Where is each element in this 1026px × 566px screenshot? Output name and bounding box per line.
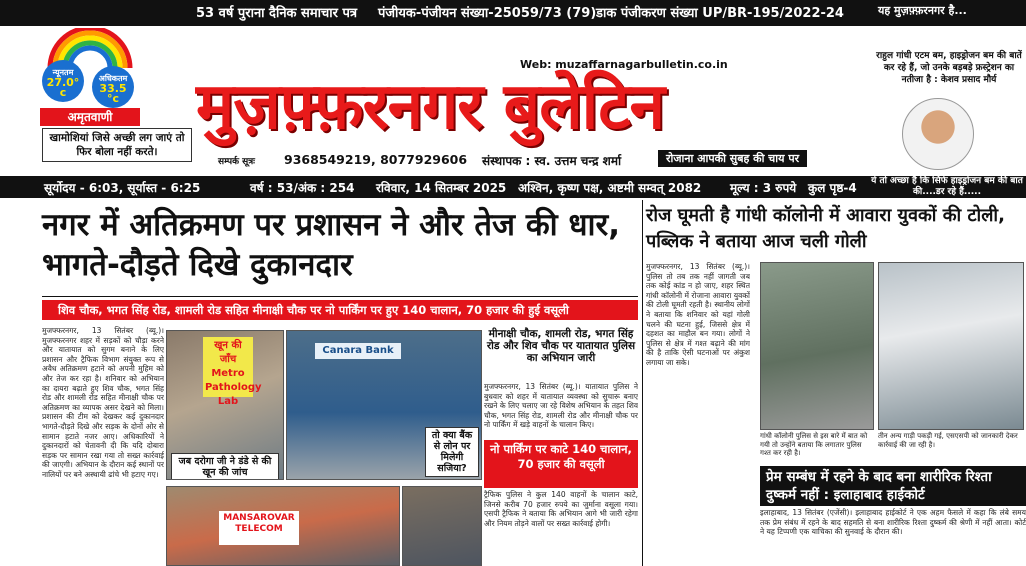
min-temp-label: न्यूनतम bbox=[52, 68, 74, 77]
main-subhead: शिव चौक, भगत सिंह रोड, शामली रोड सहित मीनाक्षी चौक पर नो पार्किंग पर हुए 140 चालान, 70 हजार की हुई वसूली bbox=[42, 300, 638, 320]
headline-divider bbox=[42, 296, 638, 297]
registration-text: पंजीयक-पंजीयन संख्या-25059/73 (79) bbox=[378, 6, 597, 21]
price-text: मूल्य : 3 रुपये bbox=[730, 181, 797, 195]
max-temp-badge bbox=[92, 66, 134, 108]
bank-sign: Canara Bank bbox=[315, 343, 401, 359]
bank-photo-caption: तो क्या बैंक से लोन पर मिलेगी सजिया? bbox=[425, 427, 479, 477]
page-count: कुल पृष्ठ-4 bbox=[808, 181, 857, 195]
quote-footer: ये तो अच्छा है कि सिर्फ हाइड्रोजन बम की बात की....डर रहे हैं..... bbox=[868, 176, 1026, 198]
side-story-body-continued: ट्रैफिक पुलिस ने कुल 140 वाहनों के चालान काटे, जिनसे करीब 70 हजार रुपये का जुर्माना वसूला गया। एसपी ट्रैफिक ने बताया कि अभियान आगे भी जारी रहेगा और नियम तोड़ने वालों पर सख्त कार्रवाई होगी। bbox=[484, 490, 638, 528]
car-photo-caption: तीन अन्य गाड़ी पकड़ी गई, एसएसपी को जानकारी देकर कार्रवाई की जा रही है। bbox=[878, 432, 1018, 449]
phone-label: सम्पर्क सूत्रः bbox=[218, 157, 255, 167]
lab-photo-caption: जब दरोगा जी ने डंडे से की खून की जांच bbox=[171, 453, 279, 480]
right-headline: रोज घूमती है गांधी कॉलोनी में आवारा युवकों की टोली, पब्लिक ने बताया आज चली गोली bbox=[646, 205, 1005, 252]
quote-panel bbox=[868, 26, 1026, 176]
right-story-body: मुजफ्फरनगर, 13 सितंबर (ब्यू.)। पुलिस तो तब तक नहीं जागती जब तक कोई कांड न हो जाए, शहर स्थित गांधी कॉलोनी में रोजाना आवारा युवकों की टोली घूमती रहती है। स्थानीय लोगों ने बताया कि शनिवार को यहां गोली चलने की घटना हुई, जिससे क्षेत्र में दहशत का माहौल बन गया। लोगों ने पुलिस से क्षेत्र में गश्त बढ़ाने की मांग की है ताकि ऐसी घटनाओं पर अंकुश लगाया जा सके। bbox=[646, 262, 750, 367]
side-story-body: मुजफ्फरनगर, 13 सितंबर (ब्यू.)। यातायात पुलिस ने बुधवार को शहर में यातायात व्यवस्था को सुचारू बनाए रखने के लिए चलाए जा रहे विशेष अभियान के तहत शिव चौक, भगत सिंह रोड, शामली रोड और मीनाक्षी चौक पर नो पार्किंग में खड़े वाहनों के चालान किए। bbox=[484, 382, 638, 430]
bottom-story-body: इलाहाबाद, 13 सितंबर (एजेंसी)। इलाहाबाद हाईकोर्ट ने एक अहम फैसले में कहा कि लंबे समय तक प्रेम संबंध में रहने के बाद सहमति से बना शारीरिक रिश्ता दुष्कर्म की श्रेणी में नहीं आता। कोर्ट ने यह टिप्पणी एक याचिका की सुनवाई के दौरान की। bbox=[760, 508, 1026, 537]
quote-text: राहुल गांधी एटम बम, हाइड्रोजन बम की बातें कर रहे हैं, जो उनके बड़बड़े फ्रस्ट्रेशन का नतीजा है : केशव प्रसाद मौर्य bbox=[876, 51, 1022, 85]
portrait-photo bbox=[902, 98, 974, 170]
top-info-bar bbox=[0, 0, 1026, 26]
min-temp-badge bbox=[42, 60, 84, 102]
max-temp-value: 33.5 °c bbox=[99, 82, 127, 105]
masthead-title: मुज़फ़्फ़रनगर बुलेटिन bbox=[196, 69, 664, 144]
max-temp-label: अधिकतम bbox=[98, 74, 128, 83]
colony-street-photo bbox=[760, 262, 874, 430]
amritvani-heading: अमृतवाणी bbox=[40, 108, 140, 126]
side-story-headline: मीनाक्षी चौक, शामली रोड, भगत सिंह रोड और शिव चौक पर यातायात पुलिस का अभियान जारी bbox=[486, 328, 636, 364]
lab-sign: खून की जाँच Metro Pathology Lab bbox=[203, 337, 253, 397]
postal-registration-text: डाक पंजीकरण संख्या UP/BR-195/2022-24 bbox=[596, 6, 844, 21]
main-story-body: मुजफ्फरनगर, 13 सितंबर (ब्यू.)। मुजफ्फरनगर शहर में सड़कों को चौड़ा करने और यातायात को सुगम बनाने के लिए प्रशासन और ट्रैफिक विभाग संयुक्त रूप से अवैध अतिक्रमण हटाने को अपनी मुहिम को और तेज कर रहा है। शनिवार को अभियान का दायरा बढ़ाते हुए शिव चौक, भगत सिंह रोड और शामली रोड सहित मीनाक्षी चौक पर अतिक्रमण का व्यापक असर देखने को मिला। प्रशासन की टीम को देखकर कई दुकानदार भागते-दौड़ते दिखे और सड़क के दोनों ओर से सामान हटाते नजर आए। अधिकारियों ने दुकानदारों को चेतावनी दी कि यदि दोबारा सड़क पर सामान रखा गया तो सख्त कार्रवाई की जाएगी। अभियान के दौरान कई स्थानों पर नालियों पर बने अस्थायी ढांचे भी हटाए गए। bbox=[42, 326, 164, 479]
amritvani-text: खामोशियां जिसे अच्छी लग जाएं तो फिर बोला नहीं करते। bbox=[42, 128, 192, 162]
challan-highlight-box: नो पार्किंग पर काटे 140 चालान, 70 हजार की वसूली bbox=[484, 440, 638, 488]
lab-shop-photo bbox=[166, 330, 284, 480]
city-intro-text: यह मुज़फ़्फ़रनगर है... bbox=[878, 4, 967, 17]
seized-car-photo bbox=[878, 262, 1024, 430]
column-divider bbox=[642, 200, 643, 566]
min-temp-value: 27.0° c bbox=[46, 76, 80, 99]
phone-numbers: 9368549219, 8077929606 bbox=[284, 152, 468, 167]
colony-photo-caption: गांधी कॉलोनी पुलिस से इस बारे में बात को गयी तो उन्होंने बताया कि लगातार पुलिस गश्त कर रही है। bbox=[760, 432, 868, 457]
hindu-calendar-date: अश्विन, कृष्ण पक्ष, अष्टमी सम्वत् 2082 bbox=[518, 181, 702, 195]
telecom-sign: MANSAROVAR TELECOM bbox=[219, 511, 299, 545]
street-action-photo bbox=[402, 486, 482, 566]
telecom-shop-photo bbox=[166, 486, 400, 566]
issue-number: वर्ष : 53/अंक : 254 bbox=[250, 181, 355, 195]
sunrise-sunset: सूर्योदय - 6:03, सूर्यास्त - 6:25 bbox=[44, 181, 201, 195]
website-url: Web: muzaffarnagarbulletin.co.in bbox=[520, 58, 728, 71]
contact-line bbox=[196, 150, 860, 170]
established-text: 53 वर्ष पुराना दैनिक समाचार पत्र bbox=[196, 6, 358, 21]
bank-shop-photo bbox=[286, 330, 482, 480]
issue-date: रविवार, 14 सितम्बर 2025 bbox=[376, 181, 507, 195]
weather-widget bbox=[40, 26, 140, 108]
main-headline: नगर में अतिक्रमण पर प्रशासन ने और तेज की धार, भागते-दौड़ते दिखे दुकानदार bbox=[42, 207, 620, 283]
founder-text: संस्थापक : स्व. उत्तम चन्द्र शर्मा bbox=[482, 154, 622, 168]
bottom-story-headline: प्रेम सम्बंध में रहने के बाद बना शारीरिक रिश्ता दुष्कर्म नहीं : इलाहाबाद हाईकोर्ट bbox=[760, 466, 1026, 506]
tagline-badge: रोजाना आपकी सुबह की चाय पर bbox=[658, 150, 807, 167]
